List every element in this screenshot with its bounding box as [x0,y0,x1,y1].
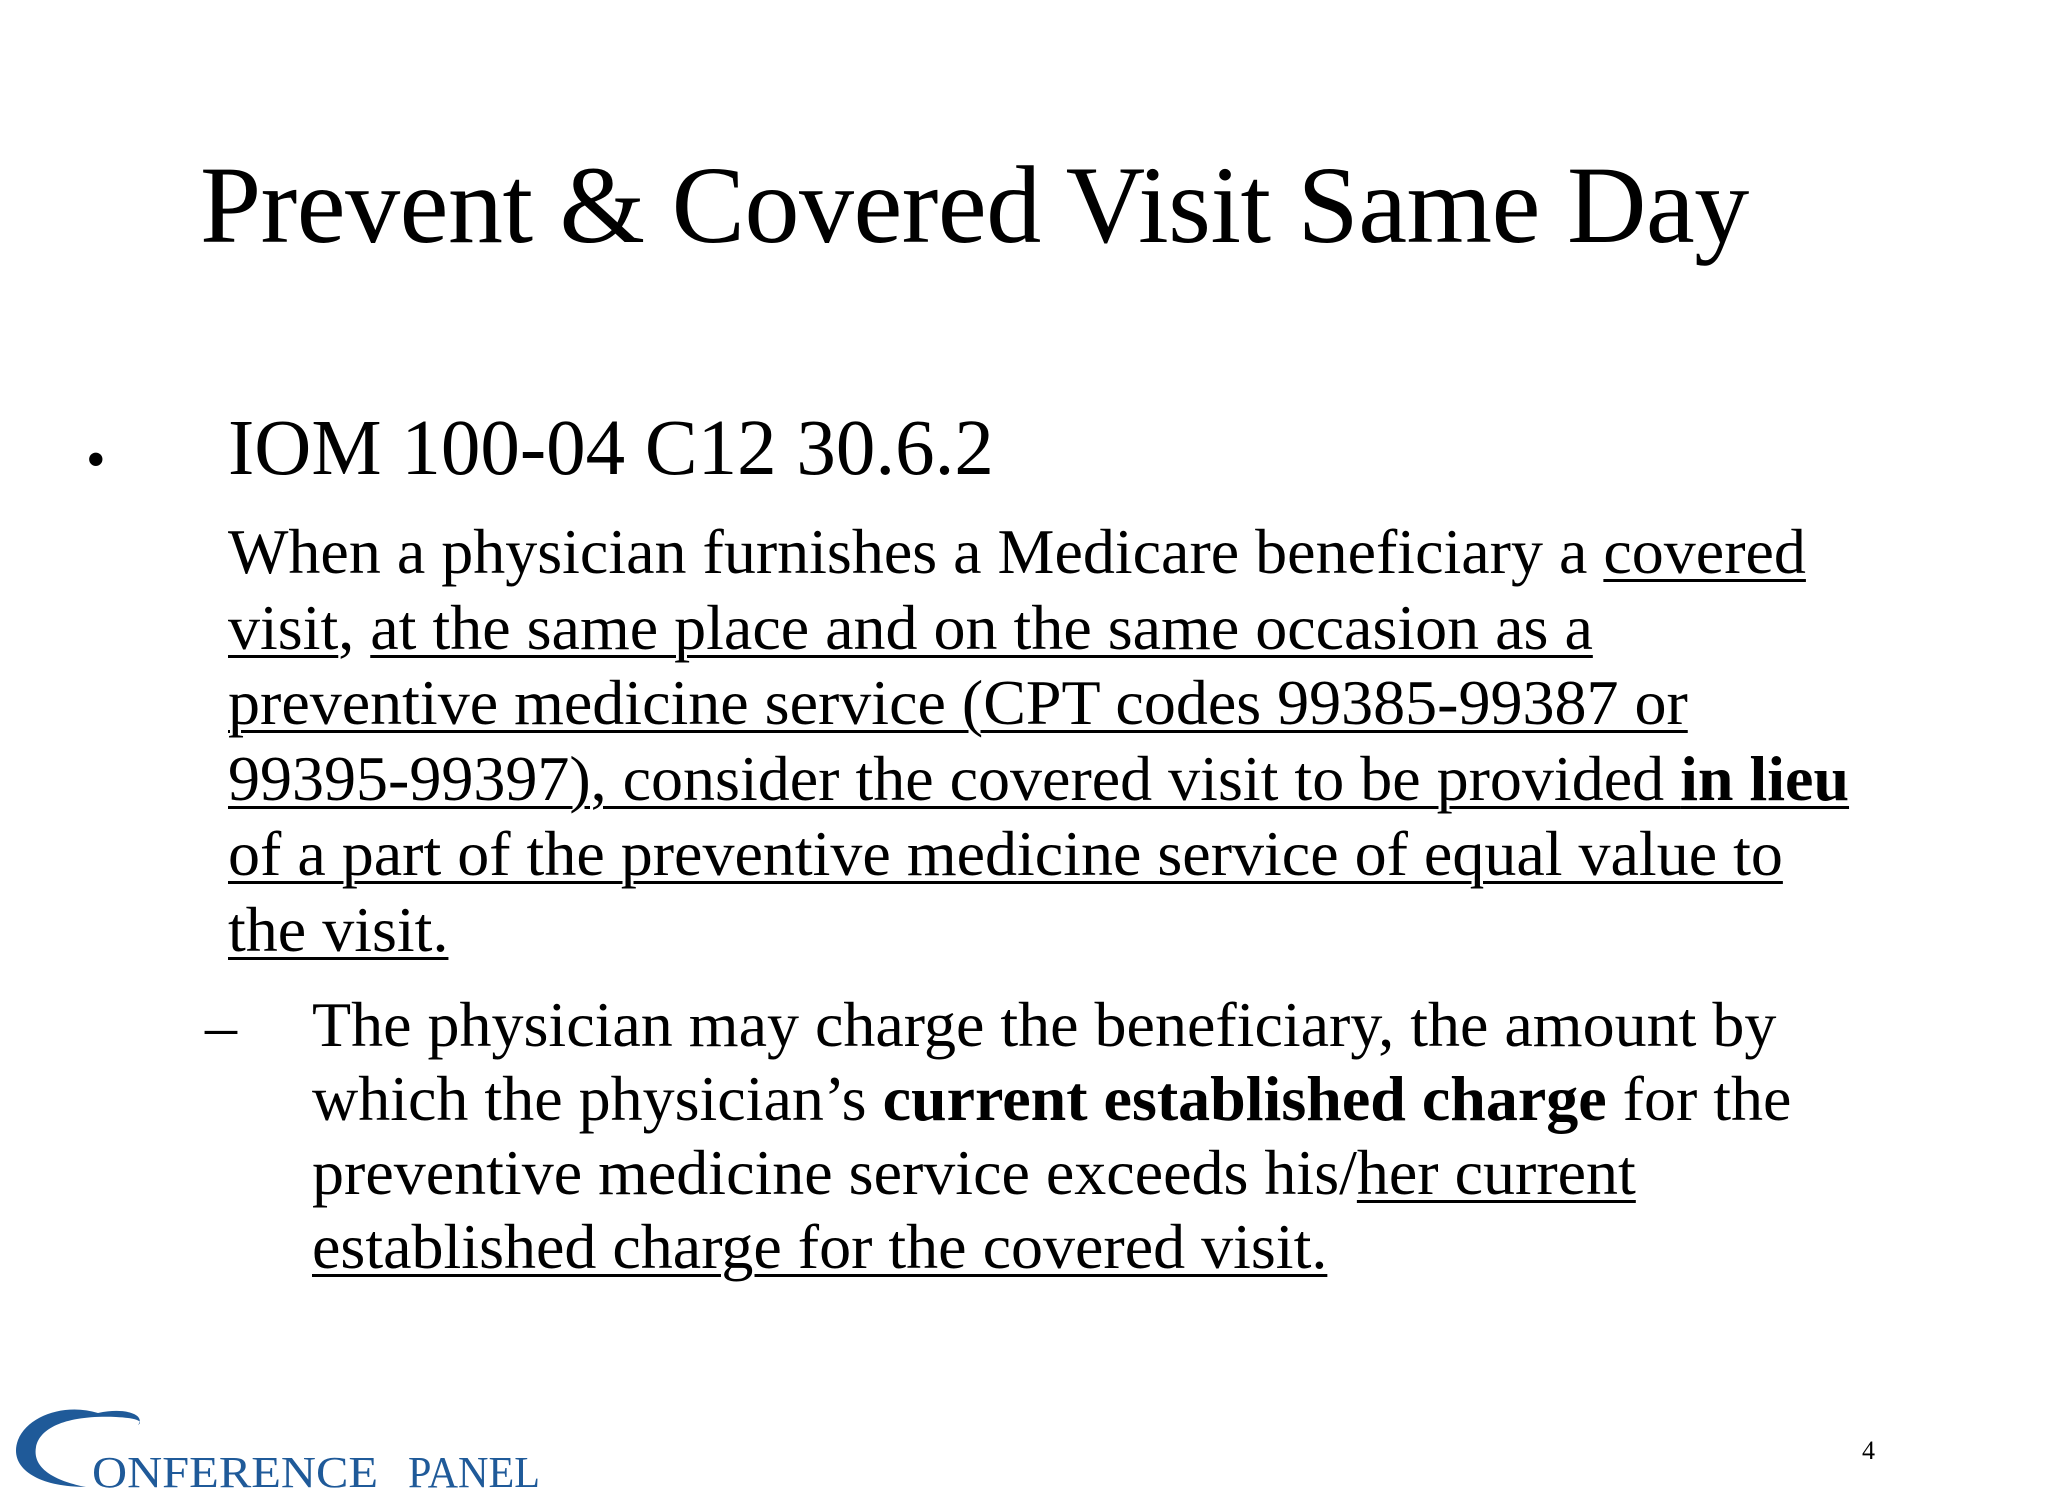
logo-text-conference: ONFERENCE [92,1448,378,1495]
body-paragraph [228,514,2018,967]
underlined-text: covered [1603,516,1806,587]
bullet-icon: • [86,429,106,491]
paragraph-line-4 [228,741,2018,817]
underlined-text: at the same place and on the same occasion as a [370,591,1593,663]
paragraph-text: When a physician furnishes a Medicare beneficiary a [228,516,1604,587]
page-number: 4 [1862,1436,1875,1465]
underlined-text: visit [228,591,339,663]
sub-line-2 [312,1062,2012,1136]
underlined-text: 99395-99397), consider the covered visit to be provided [228,742,1681,814]
sub-line-3 [312,1136,2012,1210]
sub-paragraph [312,988,2012,1284]
sub-text: which the physician’s [312,1063,883,1134]
slide-title: Prevent & Covered Visit Same Day [200,144,1749,266]
conference-panel-logo [6,1395,546,1495]
sub-line-1: The physician may charge the beneficiary, the amount by [312,989,1777,1060]
paragraph-line-3: preventive medicine service (CPT codes 99385-99387 or [228,667,1688,738]
sub-text: for the [1606,1063,1792,1134]
sub-line-4: established charge for the covered visit. [312,1211,1328,1282]
dash-icon: – [205,990,237,1061]
paragraph-line-5: of a part of the preventive medicine service of equal value to [228,818,1783,889]
sub-text: preventive medicine service exceeds his/ [312,1137,1357,1208]
underlined-text: her current [1356,1137,1636,1208]
logo-text-panel: PANEL [408,1448,540,1495]
paragraph-text: , [338,591,371,663]
bold-underlined-text: in lieu [1680,742,1850,814]
bold-text: current established charge [882,1063,1607,1134]
bullet-heading: IOM 100-04 C12 30.6.2 [228,405,994,492]
paragraph-line-2 [228,590,2018,666]
paragraph-line-6: the visit. [228,893,449,965]
paragraph-line-1 [228,514,2018,590]
